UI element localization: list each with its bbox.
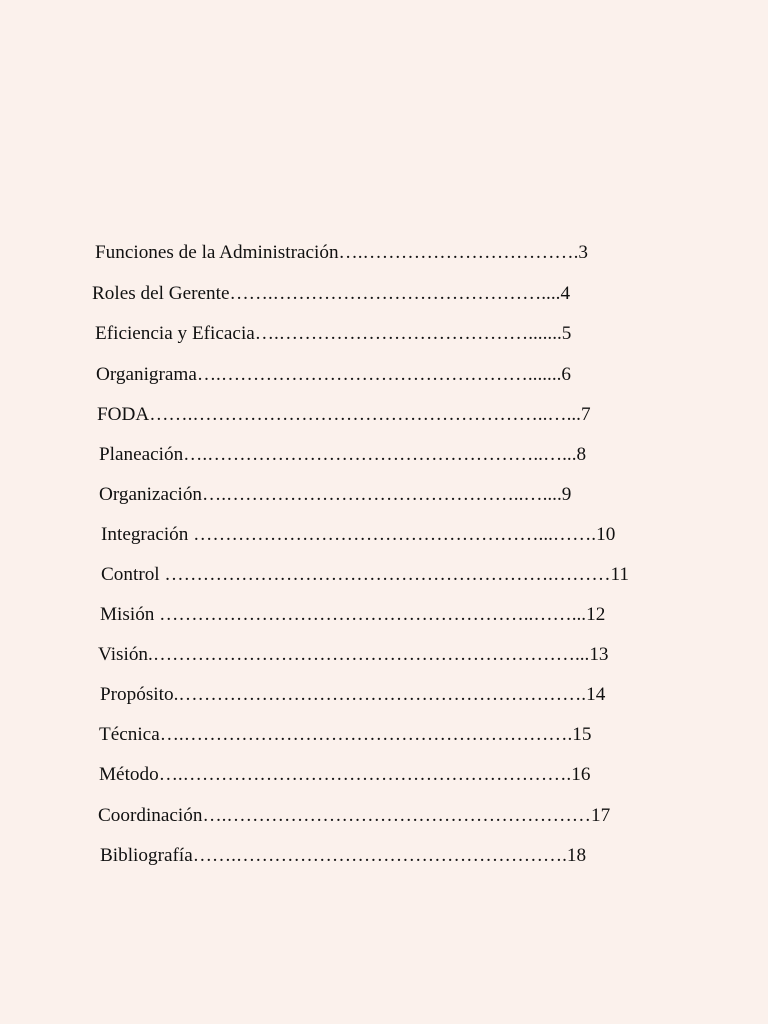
toc-entry-organigrama: Organigrama….………………………………………….......6 xyxy=(96,364,572,385)
toc-entry-proposito: Propósito.……………………………………………………….14 xyxy=(100,684,606,705)
toc-entry-integracion: Integración ………………………………………………...…….10 xyxy=(101,524,616,545)
toc-entry-funciones-administracion: Funciones de la Administración….…………………………….3 xyxy=(95,242,588,263)
toc-entry-organizacion: Organización….………………………………………..…....9 xyxy=(99,484,572,505)
toc-entry-roles-gerente: Roles del Gerente…….……………………………………....4 xyxy=(92,283,571,304)
toc-entry-metodo: Método….…………………………………………………….16 xyxy=(99,764,591,785)
toc-entry-eficiencia-eficacia: Eficiencia y Eficacia….………………………………….......5 xyxy=(95,323,572,344)
toc-entry-coordinacion: Coordinación….…………………………………………………17 xyxy=(98,805,611,826)
toc-entry-tecnica: Técnica….…………………………………………………….15 xyxy=(99,724,592,745)
toc-entry-foda: FODA…….………………………………………………..…...7 xyxy=(97,404,591,425)
toc-entry-mision: Misión …………………………………………………..……...12 xyxy=(100,604,606,625)
toc-entry-control: Control …………………………………………………….………11 xyxy=(101,564,630,585)
toc-entry-bibliografia: Bibliografía…….…………………………………………….18 xyxy=(100,845,587,866)
toc-entry-vision: Visión.…………………………………………………………...13 xyxy=(98,644,609,665)
toc-entry-planeacion: Planeación….……………………………………………..…...8 xyxy=(99,444,587,465)
